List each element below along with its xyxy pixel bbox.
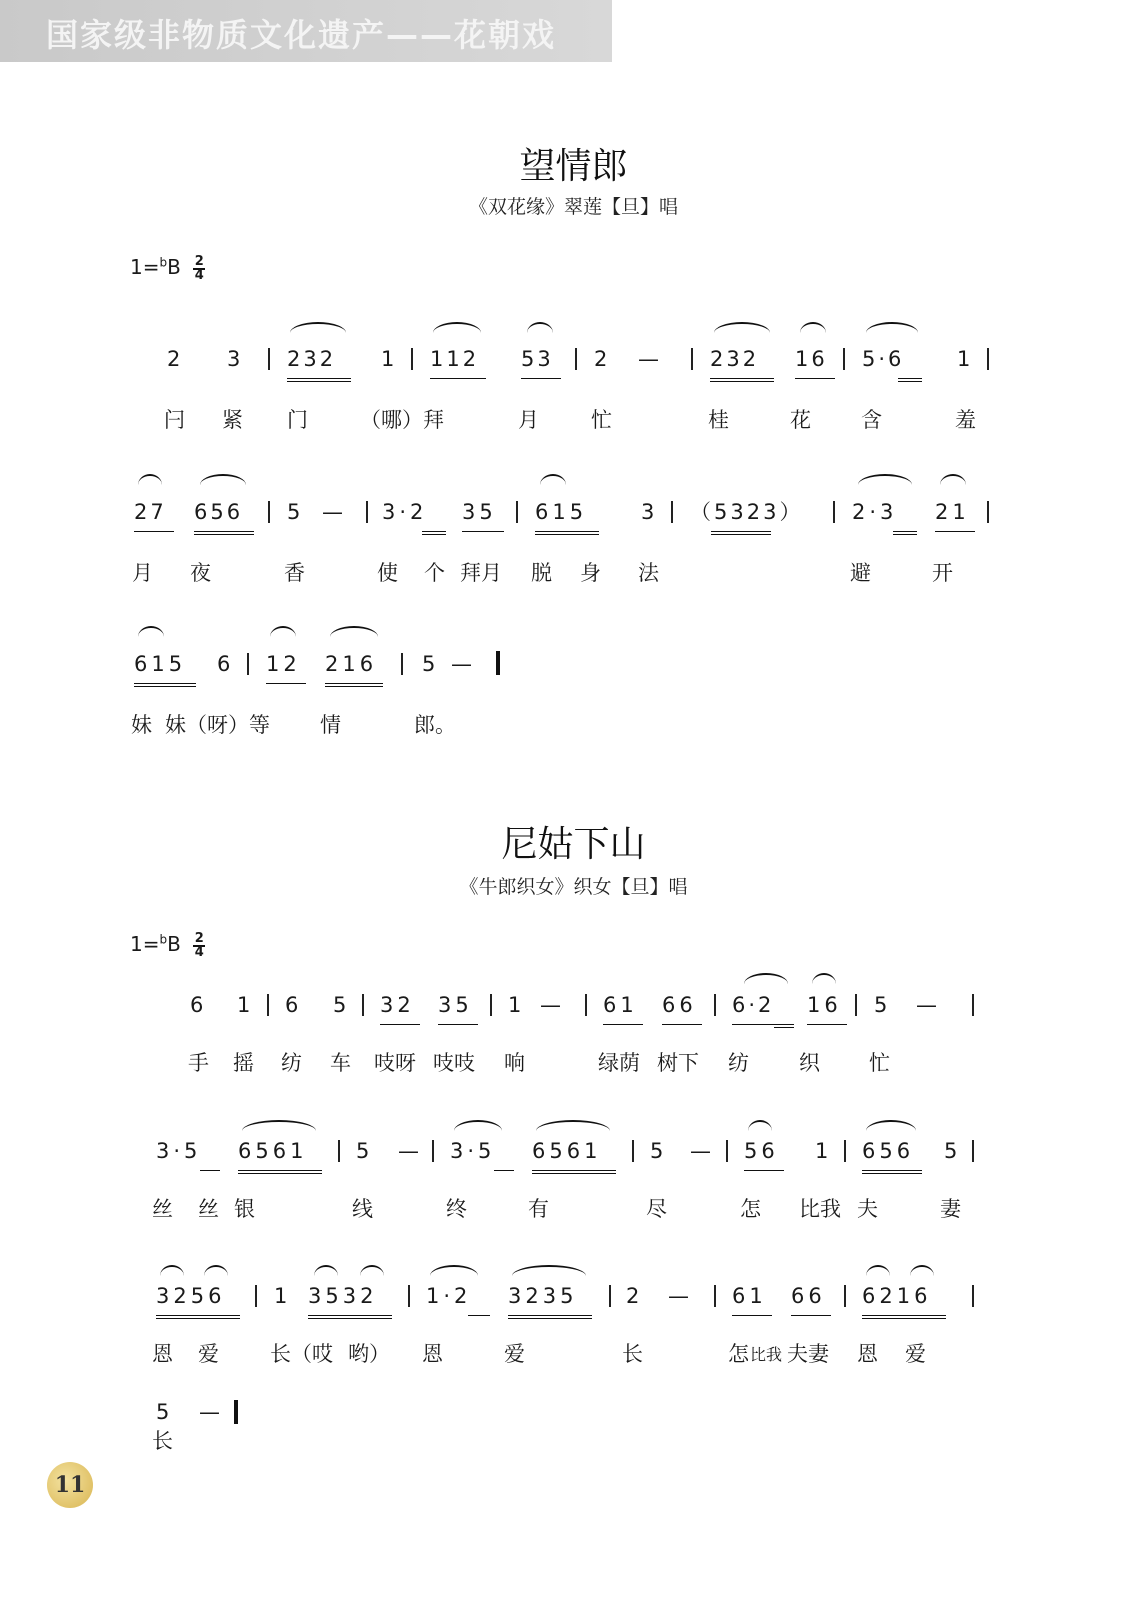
slur xyxy=(866,1265,890,1276)
lyric: 丝 xyxy=(198,1197,219,1221)
slur xyxy=(812,973,836,984)
slur xyxy=(536,1120,610,1131)
slur xyxy=(242,1120,316,1131)
slur xyxy=(540,474,566,485)
underline xyxy=(791,1315,831,1316)
lyric: 情 xyxy=(320,713,341,737)
slur xyxy=(454,1120,502,1131)
lyric: 爱 xyxy=(504,1342,525,1366)
note-group: 56 xyxy=(744,1139,779,1163)
dash: — xyxy=(690,1139,711,1163)
underline xyxy=(438,1024,478,1025)
slur xyxy=(270,626,296,637)
slur xyxy=(200,474,246,485)
lyric: 吱吱 xyxy=(433,1051,475,1075)
note: 1 xyxy=(237,993,251,1017)
song-1-subtitle: 《双花缘》翠莲【旦】唱 xyxy=(468,196,678,218)
note-group: 112 xyxy=(430,347,480,371)
bar-line xyxy=(972,994,974,1016)
note-group: 232 xyxy=(287,347,337,371)
bar-line xyxy=(671,501,673,523)
lyric: 忙 xyxy=(869,1051,890,1075)
slur xyxy=(204,1265,228,1276)
final-bar-line xyxy=(496,651,500,675)
lyric: 长 xyxy=(152,1429,173,1453)
note-group: 3235 xyxy=(508,1284,578,1308)
note-group: 3·5 xyxy=(156,1139,202,1163)
song-2-subtitle: 《牛郎织女》织女【旦】唱 xyxy=(459,876,688,898)
lyric: 长 xyxy=(622,1342,643,1366)
bar-line xyxy=(972,1285,974,1307)
bar-line xyxy=(255,1285,257,1307)
lyric: 织 xyxy=(799,1051,820,1075)
note-group: 3256 xyxy=(156,1284,226,1308)
dash: — xyxy=(668,1284,689,1308)
note: 1 xyxy=(274,1284,288,1308)
dash: — xyxy=(322,500,343,524)
underline xyxy=(462,531,504,532)
underline xyxy=(532,1170,616,1174)
bar-line xyxy=(844,1285,846,1307)
note: 2 xyxy=(594,347,608,371)
bar-line xyxy=(268,348,270,370)
note-group: 3·2 xyxy=(382,500,428,524)
underline xyxy=(287,378,351,382)
underline xyxy=(774,1024,794,1028)
lyric: 树下 xyxy=(657,1051,699,1075)
note-group: 2·3 xyxy=(852,500,898,524)
lyric: 夫 xyxy=(857,1197,878,1221)
note-group: 35 xyxy=(438,993,473,1017)
note-group: 66 xyxy=(662,993,697,1017)
underline xyxy=(156,1315,240,1319)
lyric: 恩 xyxy=(152,1342,173,1366)
song-2-title: 尼姑下山 xyxy=(501,824,646,865)
lyric: 比我 xyxy=(750,1345,783,1364)
note: 1 xyxy=(957,347,971,371)
dash: — xyxy=(451,652,472,676)
note: 5 xyxy=(356,1139,370,1163)
final-bar-line xyxy=(234,1400,238,1424)
note-group: 615 xyxy=(535,500,588,524)
underline xyxy=(238,1170,322,1174)
lyric: 香 xyxy=(284,561,305,585)
slur xyxy=(866,1120,916,1131)
lyric: 爱 xyxy=(905,1342,926,1366)
bar-line xyxy=(855,994,857,1016)
lyric: 线 xyxy=(352,1197,373,1221)
key-flat: b xyxy=(159,932,168,947)
note-group: 21 xyxy=(935,500,970,524)
song-2-key-signature xyxy=(130,932,205,959)
underline xyxy=(422,531,446,535)
lyric: 吱呀 xyxy=(374,1051,416,1075)
lyric: 纺 xyxy=(281,1051,302,1075)
underline xyxy=(807,1024,847,1025)
note-group: 656 xyxy=(194,500,244,524)
slur xyxy=(138,626,164,637)
note-group: 32 xyxy=(380,993,415,1017)
bar-line xyxy=(843,348,845,370)
lyric: 开 xyxy=(932,561,953,585)
lyric: 含 xyxy=(861,408,882,432)
song-1-key-signature xyxy=(130,255,205,282)
note: 5 xyxy=(156,1400,170,1424)
lyric: 羞 xyxy=(955,408,976,432)
underline xyxy=(795,378,835,379)
note: 5 xyxy=(650,1139,664,1163)
underline xyxy=(732,1315,772,1316)
page-number: 11 xyxy=(54,1472,86,1498)
bar-line xyxy=(516,501,518,523)
underline xyxy=(194,531,254,535)
lyric: 妻 xyxy=(940,1197,961,1221)
note: 1 xyxy=(815,1139,829,1163)
note-group: 53 xyxy=(521,347,554,371)
lyric: 绿荫 xyxy=(598,1051,640,1075)
underline xyxy=(603,1024,643,1025)
note-group: 12 xyxy=(266,652,301,676)
lyric: 紧 xyxy=(222,408,243,432)
lyric: 比我 xyxy=(799,1197,841,1221)
slur xyxy=(800,322,826,333)
bar-line xyxy=(609,1285,611,1307)
lyric: 恩 xyxy=(422,1342,443,1366)
note-group: 16 xyxy=(807,993,842,1017)
underline xyxy=(711,531,771,535)
bar-line xyxy=(585,994,587,1016)
dash: — xyxy=(398,1139,419,1163)
lyric: 银 xyxy=(234,1197,255,1221)
header-title: 国家级非物质文化遗产——花朝戏 xyxy=(46,16,557,54)
note: 5 xyxy=(944,1139,958,1163)
note: 1 xyxy=(508,993,522,1017)
dash: — xyxy=(540,993,561,1017)
underline xyxy=(508,1315,592,1319)
bar-line xyxy=(575,348,577,370)
lyric: 个 xyxy=(424,561,445,585)
key-tonic: 1 xyxy=(130,932,143,956)
note-group: 1·2 xyxy=(426,1284,472,1308)
bar-line xyxy=(726,1140,728,1162)
lyric: 纺 xyxy=(728,1051,749,1075)
bar-line xyxy=(401,653,403,675)
underline xyxy=(710,378,774,382)
lyric: 使 xyxy=(377,561,398,585)
note-group: 3·5 xyxy=(450,1139,496,1163)
bar-line xyxy=(366,501,368,523)
lyric: 爱 xyxy=(198,1342,219,1366)
note-group: 61 xyxy=(603,993,638,1017)
note: 3 xyxy=(227,347,241,371)
bar-line xyxy=(432,1140,434,1162)
lyric: 忙 xyxy=(591,408,612,432)
bar-line xyxy=(268,501,270,523)
lyric: 闩 xyxy=(164,408,185,432)
bar-line xyxy=(362,994,364,1016)
lyric: 怎 xyxy=(740,1197,761,1221)
key-flat: b xyxy=(159,255,168,270)
note: 6 xyxy=(217,652,231,676)
lyric: 丝 xyxy=(152,1197,173,1221)
note-group: 35 xyxy=(462,500,497,524)
note-group: 6561 xyxy=(532,1139,602,1163)
lyric: 车 xyxy=(330,1051,351,1075)
time-signature-bottom: 4 xyxy=(194,267,204,283)
note: 3 xyxy=(641,500,655,524)
bar-line xyxy=(833,501,835,523)
note-group: 5·6 xyxy=(862,347,905,371)
underline xyxy=(200,1170,220,1171)
lyric: 避 xyxy=(850,561,871,585)
note-group: 3532 xyxy=(308,1284,378,1308)
lyric: 身 xyxy=(580,561,601,585)
slur xyxy=(138,474,162,485)
time-signature-top: 2 xyxy=(194,930,204,946)
lyric: 手 xyxy=(188,1051,209,1075)
lyric: 月 xyxy=(518,408,539,432)
underline xyxy=(935,531,975,532)
underline xyxy=(494,1170,514,1171)
lyric: 桂 xyxy=(708,408,729,432)
note-group: 6561 xyxy=(238,1139,308,1163)
underline xyxy=(862,1170,922,1174)
key-equals: = xyxy=(142,255,160,279)
lyric: （哪）拜 xyxy=(360,408,444,432)
underline xyxy=(266,683,306,684)
note: 2 xyxy=(167,347,181,371)
note: 5 xyxy=(422,652,436,676)
underline xyxy=(535,531,599,535)
lyric: 妹 xyxy=(131,713,152,737)
lyric: 月 xyxy=(132,561,153,585)
lyric: 妹（呀）等 xyxy=(165,713,270,737)
bar-line xyxy=(338,1140,340,1162)
note: 5 xyxy=(874,993,888,1017)
time-signature xyxy=(193,930,205,960)
key-note: B xyxy=(167,932,181,956)
underline xyxy=(430,378,486,379)
song-1-title: 望情郎 xyxy=(519,146,628,187)
note-group: 615 xyxy=(134,652,187,676)
lyric: 长（哎 xyxy=(270,1342,333,1366)
time-signature-bottom: 4 xyxy=(194,944,204,960)
underline xyxy=(898,378,922,382)
page-number-badge xyxy=(47,1462,93,1508)
lyric: 终 xyxy=(446,1197,467,1221)
lyric: 脱 xyxy=(531,561,552,585)
note: 5 xyxy=(333,993,347,1017)
slur xyxy=(527,322,553,333)
slur xyxy=(910,1265,934,1276)
dash: — xyxy=(638,347,659,371)
slur xyxy=(290,322,346,333)
slur xyxy=(433,322,481,333)
lyric: 尽 xyxy=(646,1197,667,1221)
note-group: （5323） xyxy=(690,500,804,524)
bar-line xyxy=(714,994,716,1016)
key-equals: = xyxy=(142,932,160,956)
note-group: 61 xyxy=(732,1284,767,1308)
slur xyxy=(330,626,378,637)
underline xyxy=(662,1024,702,1025)
underline xyxy=(521,378,561,379)
lyric: 恩 xyxy=(857,1342,878,1366)
bar-line xyxy=(267,994,269,1016)
note: 1 xyxy=(381,347,395,371)
note-group: 66 xyxy=(791,1284,826,1308)
note-group: 27 xyxy=(134,500,167,524)
underline xyxy=(380,1024,420,1025)
note-group: 656 xyxy=(862,1139,915,1163)
dash: — xyxy=(916,993,937,1017)
underline xyxy=(325,683,383,687)
lyric: 夫妻 xyxy=(787,1342,829,1366)
underline xyxy=(893,531,917,535)
slur xyxy=(748,1120,772,1131)
lyric: 哟） xyxy=(348,1342,390,1366)
underline xyxy=(744,1170,784,1171)
time-signature xyxy=(193,253,205,283)
lyric: 花 xyxy=(790,408,811,432)
underline xyxy=(468,1315,490,1316)
slur xyxy=(512,1265,586,1276)
lyric: 法 xyxy=(638,561,659,585)
bar-line xyxy=(972,1140,974,1162)
bar-line xyxy=(987,348,989,370)
bar-line xyxy=(714,1285,716,1307)
slur xyxy=(744,973,788,984)
lyric: 有 xyxy=(528,1197,549,1221)
slur xyxy=(360,1265,384,1276)
bar-line xyxy=(411,348,413,370)
bar-line xyxy=(987,501,989,523)
slur xyxy=(940,474,966,485)
note-group: 216 xyxy=(325,652,378,676)
underline xyxy=(134,531,174,532)
note: 6 xyxy=(285,993,299,1017)
bar-line xyxy=(632,1140,634,1162)
underline xyxy=(862,1315,946,1319)
slur xyxy=(714,322,770,333)
note: 6 xyxy=(190,993,204,1017)
lyric: 摇 xyxy=(233,1051,254,1075)
lyric: 拜月 xyxy=(460,561,502,585)
slur xyxy=(430,1265,478,1276)
note-group: 6216 xyxy=(862,1284,932,1308)
slur xyxy=(160,1265,184,1276)
dash: — xyxy=(199,1400,220,1424)
lyric: 怎 xyxy=(728,1342,749,1366)
bar-line xyxy=(844,1140,846,1162)
key-note: B xyxy=(167,255,181,279)
bar-line xyxy=(490,994,492,1016)
slur xyxy=(314,1265,338,1276)
lyric: 响 xyxy=(504,1051,525,1075)
bar-line xyxy=(691,348,693,370)
slur xyxy=(858,474,912,485)
slur xyxy=(866,322,918,333)
lyric: 郎。 xyxy=(414,713,456,737)
underline xyxy=(308,1315,392,1319)
note-group: 232 xyxy=(710,347,760,371)
key-tonic: 1 xyxy=(130,255,143,279)
bar-line xyxy=(247,653,249,675)
note-group: 6·2 xyxy=(732,993,775,1017)
note: 2 xyxy=(626,1284,640,1308)
note: 5 xyxy=(287,500,301,524)
time-signature-top: 2 xyxy=(194,253,204,269)
lyric: 夜 xyxy=(190,561,211,585)
note-group: 16 xyxy=(795,347,828,371)
lyric: 门 xyxy=(287,408,308,432)
underline xyxy=(134,683,196,687)
bar-line xyxy=(408,1285,410,1307)
